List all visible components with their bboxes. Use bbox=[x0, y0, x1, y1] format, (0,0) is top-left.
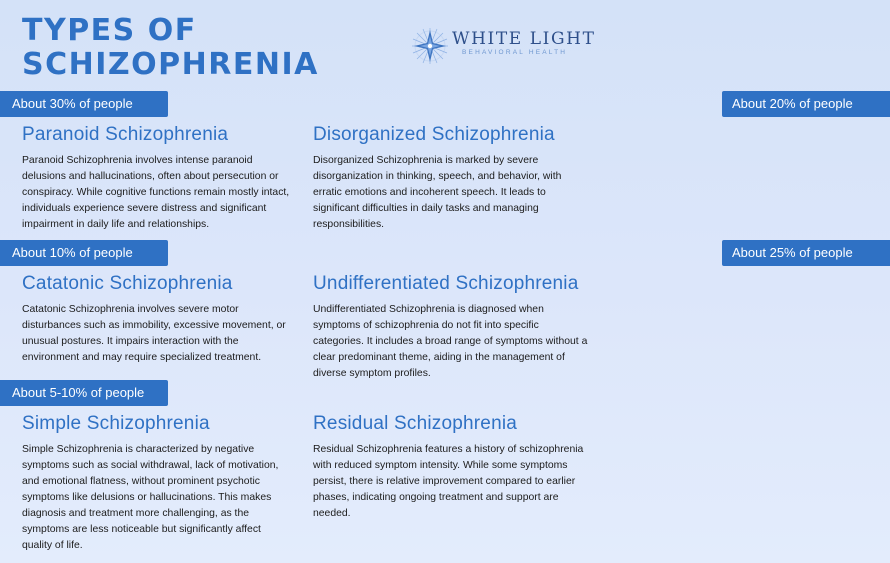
section-title: Disorganized Schizophrenia bbox=[313, 124, 555, 145]
section-title: Residual Schizophrenia bbox=[313, 413, 518, 434]
logo-subtitle: BEHAVIORAL HEALTH bbox=[462, 49, 568, 56]
section-title: Paranoid Schizophrenia bbox=[22, 124, 229, 145]
brand-logo bbox=[410, 26, 596, 66]
section-description: Simple Schizophrenia is characterized by negative symptoms such as social withdrawal, lack of motivation, and emotional flatness, without prominent psychotic symptoms like delusions or hallucinations. This makes diagnosis and treatment more challenging, as the symptoms are less noticeable but significantly affect quality of life. bbox=[22, 444, 279, 551]
logo-name: WHITE LIGHT bbox=[452, 29, 596, 49]
section-description: Catatonic Schizophrenia involves severe motor disturbances such as immobility, excessive movement, or unusual postures. It impairs interaction with the environment and may require specialized treatment. bbox=[22, 304, 286, 363]
page-title-line-2: SCHIZOPHRENIA bbox=[22, 47, 319, 82]
section-title: Undifferentiated Schizophrenia bbox=[313, 273, 579, 294]
section-title: Catatonic Schizophrenia bbox=[22, 273, 233, 294]
percentage-badge: About 5-10% of people bbox=[0, 380, 168, 406]
page-title bbox=[22, 14, 319, 82]
percentage-badge: About 30% of people bbox=[0, 91, 168, 117]
section-description: Disorganized Schizophrenia is marked by severe disorganization in thinking, speech, and behavior, with erratic emotions and incoherent speech. It leads to significant difficulties in daily tasks and managing responsibilities. bbox=[313, 155, 562, 230]
percentage-badge: About 20% of people bbox=[722, 91, 890, 117]
section-description: Residual Schizophrenia features a history of schizophrenia with reduced symptom intensity. While some symptoms persist, there is relative improvement compared to earlier phases, indicating ongoing treatment and support are needed. bbox=[313, 444, 584, 519]
section-description: Undifferentiated Schizophrenia is diagnosed when symptoms of schizophrenia do not fit into specific categories. It includes a broad range of symptoms without a clear predominant theme, aiding in the management of diverse symptom profiles. bbox=[313, 304, 588, 379]
percentage-badge: About 25% of people bbox=[722, 240, 890, 266]
percentage-badge: About 10% of people bbox=[0, 240, 168, 266]
star-burst-icon bbox=[410, 26, 450, 66]
page-title-line-1: TYPES OF bbox=[22, 13, 197, 48]
section-description: Paranoid Schizophrenia involves intense paranoid delusions and hallucinations, often about persecution or conspiracy. While cognitive functions remain mostly intact, individuals experience severe distress and significant impairment in daily life and relationships. bbox=[22, 155, 290, 230]
section-title: Simple Schizophrenia bbox=[22, 413, 210, 434]
